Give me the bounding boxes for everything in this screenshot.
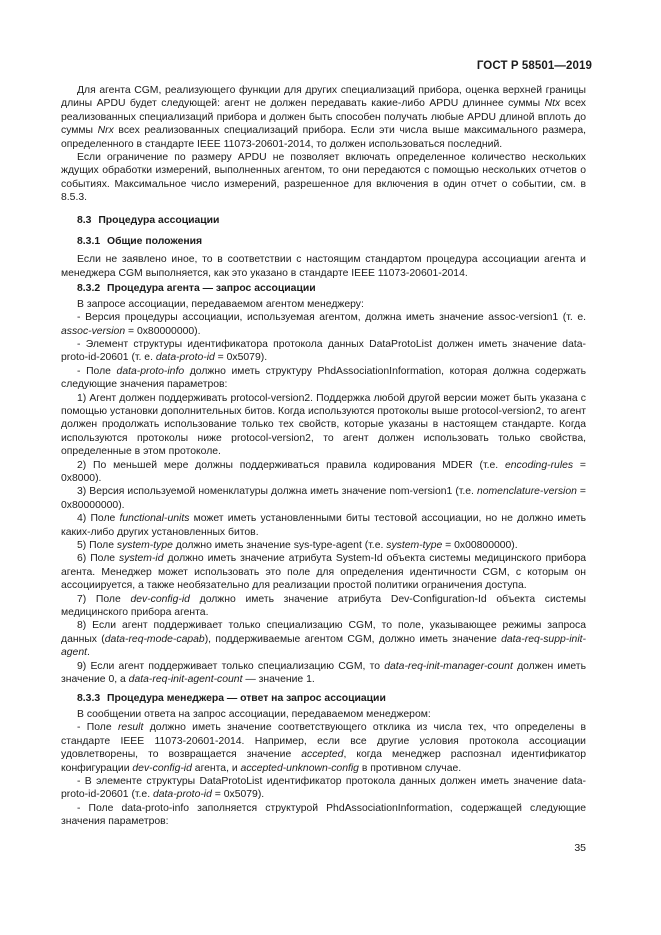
page-number: 35 xyxy=(574,842,586,854)
paragraph-apdu-bound xyxy=(61,84,586,151)
document-code: ГОСТ Р 58501—2019 xyxy=(476,60,592,72)
text-run-italic: Nrx xyxy=(97,125,114,137)
section-heading-8-3-1: 8.3.1 Общие положения xyxy=(77,236,203,248)
text-run-italic: Ntx xyxy=(544,98,561,110)
section-heading-8-3-3: 8.3.3 Процедура менеджера — ответ на запрос ассоциации xyxy=(77,693,386,705)
list-item-assoc-version: - Версия процедуры ассоциации, используемая агентом, должна иметь значение assoc-version1 (т. е. assoc-version = 0x80000000). xyxy=(61,312,586,337)
list-item-result: - Поле result должно иметь значение соответствующего отклика из числа тех, что определены в стандарте IEEE 11073-20601-2014. Например, если все другие условия протокола ассоциации удовлетворены, то возвращается значение accepted, когда менеджер распознал идентификатор конфигурации dev-config-id агента, и accepted-unknown-config в противном случае. xyxy=(61,722,586,774)
numbered-item-6: 6) Поле system-id должно иметь значение атрибута System-Id объекта системы медицинского прибора агента. Менеджер может использовать это поле для определения идентичности CGM, с которым он ассоциируется, а также необязательно для реализации простой политики ограничения доступа. xyxy=(61,553,586,592)
list-item-data-proto-info-response: - Поле data-proto-info заполняется структурой PhdAssociationInformation, содержащей следующие значения параметров: xyxy=(61,802,586,828)
list-item-data-proto-list: - Элемент структуры идентификатора протокола данных DataProtoList должен иметь значение data-proto-id-20601 (т. е. data-proto-id = 0x5079). xyxy=(61,338,586,364)
numbered-item-2: 2) По меньшей мере должны поддерживаться правила кодирования MDER (т.е. encoding-rules = 0x8000). xyxy=(61,459,586,484)
numbered-item-1: 1) Агент должен поддерживать protocol-version2. Поддержка любой другой версии может быть указана с помощью установки дополнительных битов. Когда используются протоколы выше protocol-version2, то агент должен продолжать использование только тех свойств, которые указаны в настоящем стандарте. Когда используются протоколы ниже protocol-version2, то агент должен использовать только свойства, определенные в этом протоколе. xyxy=(61,392,586,458)
text-run: Для агента CGM, реализующего функции для других специализаций прибора, оценка верхней границы длины APDU будет следующей: агент не должен передавать какие-либо APDU длиннее суммы xyxy=(61,85,586,110)
text-run: всех реализованных специализаций прибора и должен быть способен получать любые APDU длиной вплоть до суммы xyxy=(61,98,586,137)
section-heading-8-3-2: 8.3.2 Процедура агента — запрос ассоциации xyxy=(77,283,316,295)
list-item-data-proto-list-response: - В элементе структуры DataProtoList идентификатор протокола данных должен иметь значение data-proto-id-20601 (т.е. data-proto-id = 0x5079). xyxy=(61,775,586,801)
numbered-item-5: 5) Поле system-type должно иметь значение sys-type-agent (т.е. system-type = 0x00800000). xyxy=(77,540,518,551)
numbered-item-7: 7) Поле dev-config-id должно иметь значение атрибута Dev-Configuration-Id объекта системы медицинского прибора агента. xyxy=(61,593,586,619)
list-item-data-proto-info: - Поле data-proto-info должно иметь структуру PhdAssociationInformation, которая должна содержать следующие значения параметров: xyxy=(61,365,586,391)
paragraph-general: Если не заявлено иное, то в соответствии с настоящим стандартом процедура ассоциации агента и менеджера CGM выполняется, как это указано в стандарте IEEE 11073-20601-2014. xyxy=(61,254,586,279)
numbered-item-4: 4) Поле functional-units может иметь установленными биты тестовой ассоциации, но не должно иметь каких-либо других установленных битов. xyxy=(61,513,586,538)
paragraph-manager-response: В сообщении ответа на запрос ассоциации, передаваемом менеджером: xyxy=(77,708,431,720)
text-run: всех реализованных специализаций прибора. Если эти числа выше максимального размера, определенного в стандарте IEEE 11073-20601-2014, то должен использоваться последний. xyxy=(61,125,586,150)
numbered-item-9: 9) Если агент поддерживает только специализацию CGM, то data-req-init-manager-count должен иметь значение 0, а data-req-init-agent-count — значение 1. xyxy=(61,660,586,686)
document-body xyxy=(61,84,586,829)
numbered-item-3: 3) Версия используемой номенклатуры должна иметь значение nom-version1 (т.е. nomenclature-version = 0x80000000). xyxy=(61,486,586,511)
numbered-item-8: 8) Если агент поддерживает только специализацию CGM, то поле, указывающее режимы запроса данных (data-req-mode-capab), поддерживаемые агентом CGM, должно иметь значение data-req-supp-init-agent. xyxy=(61,620,586,659)
paragraph-apdu-limit: Если ограничение по размеру APDU не позволяет включать определенное количество нескольких ждущих обработки измерений, выполненных агентом, то они передаются с помощью нескольких отчетов о событиях. Максимальное число измерений, разрешенное для включения в один отчет о событии, см. в 8.5.3. xyxy=(61,152,586,204)
paragraph-agent-request: В запросе ассоциации, передаваемом агентом менеджеру: xyxy=(77,298,364,310)
section-heading-8-3: 8.3 Процедура ассоциации xyxy=(77,214,220,226)
